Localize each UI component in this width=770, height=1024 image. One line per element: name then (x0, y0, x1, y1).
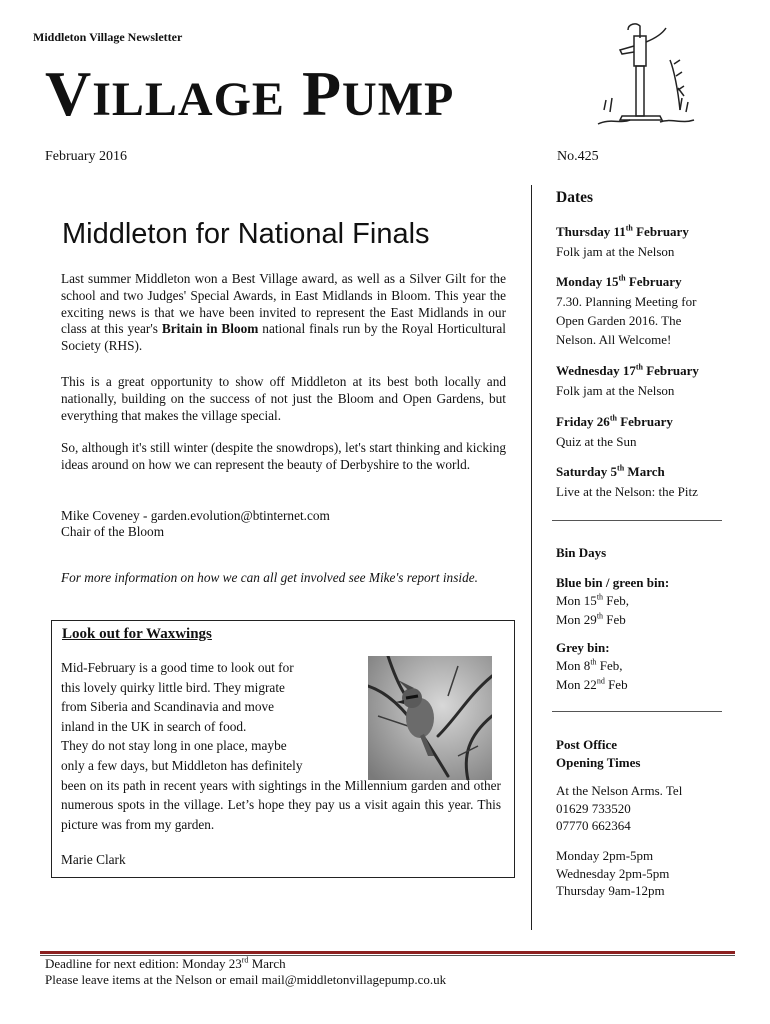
waxwings-signature: Marie Clark (61, 852, 126, 867)
waxwings-line: only a few days, but Middleton has definitely (61, 757, 303, 773)
waxwings-text (61, 658, 501, 834)
blue-bin-title: Blue bin / green bin: (556, 575, 670, 590)
waxwings-title: Look out for Waxwings (62, 626, 212, 642)
post-office-address: At the Nelson Arms. Tel 01629 733520 07770 662364 (556, 783, 683, 833)
article-headline: Middleton for National Finals (62, 218, 430, 250)
waxwings-line: Mid-February is a good time to look out for (61, 660, 294, 675)
masthead-title: VILLAGE PUMP (45, 58, 455, 129)
event-details: Folk jam at the Nelson (556, 244, 675, 259)
event-title: Wednesday 17th February (556, 362, 699, 378)
sidebar-rule (552, 520, 722, 521)
event-title: Thursday 11th February (556, 223, 689, 239)
waxwings-line: from Siberia and Scandinavia and move (61, 699, 275, 715)
post-office-hours: Monday 2pm-5pm Wednesday 2pm-5pm Thursday 9am-12pm (556, 848, 670, 898)
grey-bin-title: Grey bin: (556, 640, 610, 655)
footer-deadline: Deadline for next edition: Monday 23rd March (45, 955, 286, 971)
event-details: 7.30. Planning Meeting for Open Garden 2016. The Nelson. All Welcome! (556, 294, 697, 347)
waxwings-rest: been on its path in recent years with sightings in the Millennium garden and other numerous spots in the village. Let’s hope they pay us a visit again this year. This picture was from my garden. (61, 777, 501, 832)
footer-rule (40, 951, 735, 954)
footer-contact: Please leave items at the Nelson or email mail@middletonvillagepump.co.uk (45, 972, 447, 987)
blue-bin-dates: Mon 15th Feb, Mon 29th Feb (556, 592, 630, 627)
grey-bin-dates: Mon 8th Feb, Mon 22nd Feb (556, 657, 628, 692)
event-details: Quiz at the Sun (556, 434, 637, 449)
sidebar-rule (552, 711, 722, 712)
issue-number: No.425 (557, 149, 599, 164)
event-title: Saturday 5th March (556, 463, 665, 479)
event-details: Folk jam at the Nelson (556, 383, 675, 398)
article-paragraph-2: This is a great opportunity to show off Middleton at its best both locally and nationally, building on the success of not just the Bloom and Open Gardens, but everything that makes the village special. (61, 374, 506, 423)
event-title: Friday 26th February (556, 413, 673, 429)
footer-text (45, 956, 446, 988)
issue-date: February 2016 (45, 149, 128, 164)
author-role: Chair of the Bloom (61, 524, 165, 539)
waxwings-line: They do not stay long in one place, maybe (61, 738, 287, 754)
author-signature: Mike Coveney - garden.evolution@btinternet.com (61, 508, 330, 523)
column-divider (531, 185, 532, 930)
waxwings-line: inland in the UK in search of food. (61, 718, 247, 734)
event-title: Monday 15th February (556, 273, 682, 289)
article-paragraph-3: So, although it's still winter (despite the snowdrops), let's start thinking and kicking ideas around on how we can represent the beauty of Derbyshire to the world. (61, 440, 506, 472)
dates-heading: Dates (556, 189, 594, 206)
waxwings-line: this lovely quirky little bird. They migrate (61, 679, 285, 695)
post-office-heading: Post Office Opening Times (556, 737, 641, 770)
newsletter-label: Middleton Village Newsletter (33, 30, 183, 44)
event-details: Live at the Nelson: the Pitz (556, 484, 698, 499)
water-pump-icon (590, 20, 700, 132)
article-paragraph-1: Last summer Middleton won a Best Village award, as well as a Silver Gilt for the school and two Judges' Special Awards, in East Midlands in Bloom. This year the exciting news is that we have been invited to represent the East Midlands in our class at this year's Britain in Bloom national finals run by the Royal Horticultural Society (RHS). (61, 271, 506, 354)
bin-days-heading: Bin Days (556, 545, 607, 560)
article-note: For more information on how we can all get involved see Mike's report inside. (61, 570, 478, 585)
